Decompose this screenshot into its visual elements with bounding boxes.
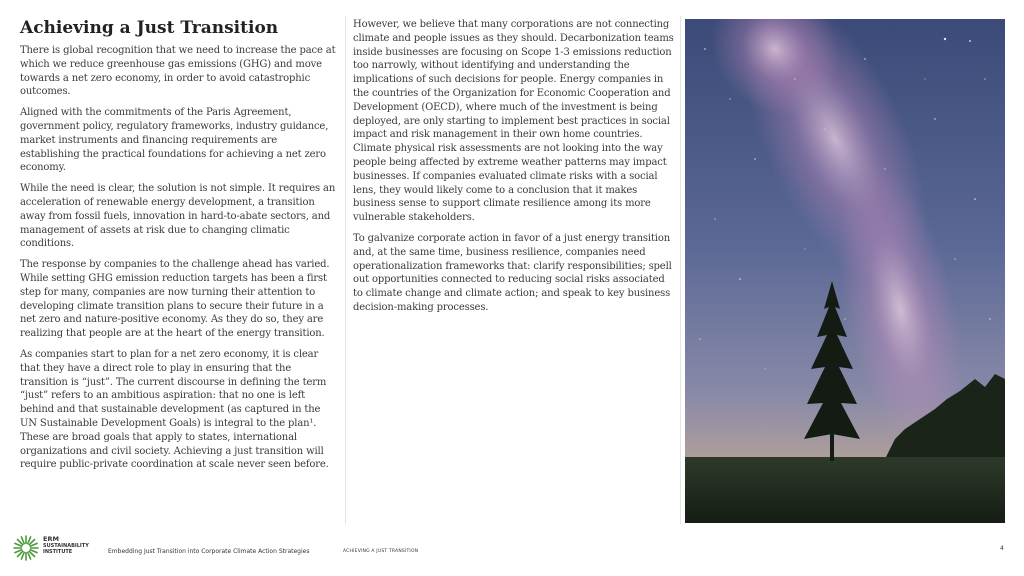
logo-line-institute: INSTITUTE (43, 549, 73, 555)
page-title: Achieving a Just Transition (20, 18, 279, 38)
logo-wordmark (43, 536, 93, 555)
paragraph: However, we believe that many corporations are not connecting climate and people issues as they should. Decarbonization teams inside businesses are focusing on Scope 1-3 emissions reduction too narrowly, without identifying and understanding the implications of such decisions for people. Energy companies in the countries of the Organization for Economic Cooperation and Development (OECD), where much of the investment is being deployed, are only starting to implement best practices in social impact and risk management in their own home countries. Climate physical risk assessments are not looking into the way people being affected by extreme weather patterns may impact businesses. If companies evaluated climate risks with a social lens, they would likely come to a conclusion that it makes business sense to support climate resilience among its more vulnerable stakeholders. (353, 19, 674, 224)
paragraph: While the need is clear, the solution is not simple. It requires an acceleration of renewable energy development, a transition away from fossil fuels, innovation in hard-to-abate sectors, and management of assets at risk due to changing climatic conditions. (20, 183, 336, 250)
milky-way-tree-photo (685, 19, 1005, 523)
logo-line-sustainability: SUSTAINABILITY (43, 543, 89, 549)
paragraph: There is global recognition that we need to increase the pace at which we reduce greenhouse gas emissions (GHG) and move towards a net zero economy, in order to avoid catastrophic outcomes. (20, 45, 336, 98)
body-column-left (20, 44, 338, 479)
footer-section-label: ACHIEVING A JUST TRANSITION (343, 549, 419, 554)
logo-line-erm: ERM (43, 535, 59, 543)
column-divider (680, 16, 681, 524)
paragraph: The response by companies to the challenge ahead has varied. While setting GHG emission reduction targets has been a first step for many, companies are now turning their attention to developing climate transition plans to secure their future in a net zero and nature-positive economy. As they do so, they are realizing that people are at the heart of the energy transition. (20, 259, 330, 340)
erm-logo-icon (12, 534, 40, 562)
column-divider (345, 16, 346, 524)
paragraph: As companies start to plan for a net zero economy, it is clear that they have a direct role to play in ensuring that the transition is “just”. The current discourse in defining the term “just” refers to an ambitious aspiration: that no one is left behind and that sustainable development (as captured in the UN Sustainable Development Goals) is integral to the plan¹. These are broad goals that apply to states, international organizations and civil society. Achieving a just transition will require public-private coordination at scale never seen before. (20, 348, 329, 471)
footer-document-title: Embedding Just Transition into Corporate Climate Action Strategies (108, 548, 310, 555)
body-column-middle (353, 18, 677, 322)
paragraph: To galvanize corporate action in favor of a just energy transition and, at the same time, business resilience, companies need operationalization frameworks that: clarify responsibilities; spell out opportunities connected to reducing social risks associated to climate change and climate action; and speak to key business decision-making processes. (353, 232, 672, 313)
paragraph: Aligned with the commitments of the Paris Agreement, government policy, regulatory frameworks, industry guidance, market instruments and financing requirements are establishing the practical foundations for achieving a net zero economy. (20, 107, 329, 174)
page-number: 4 (1000, 545, 1004, 552)
